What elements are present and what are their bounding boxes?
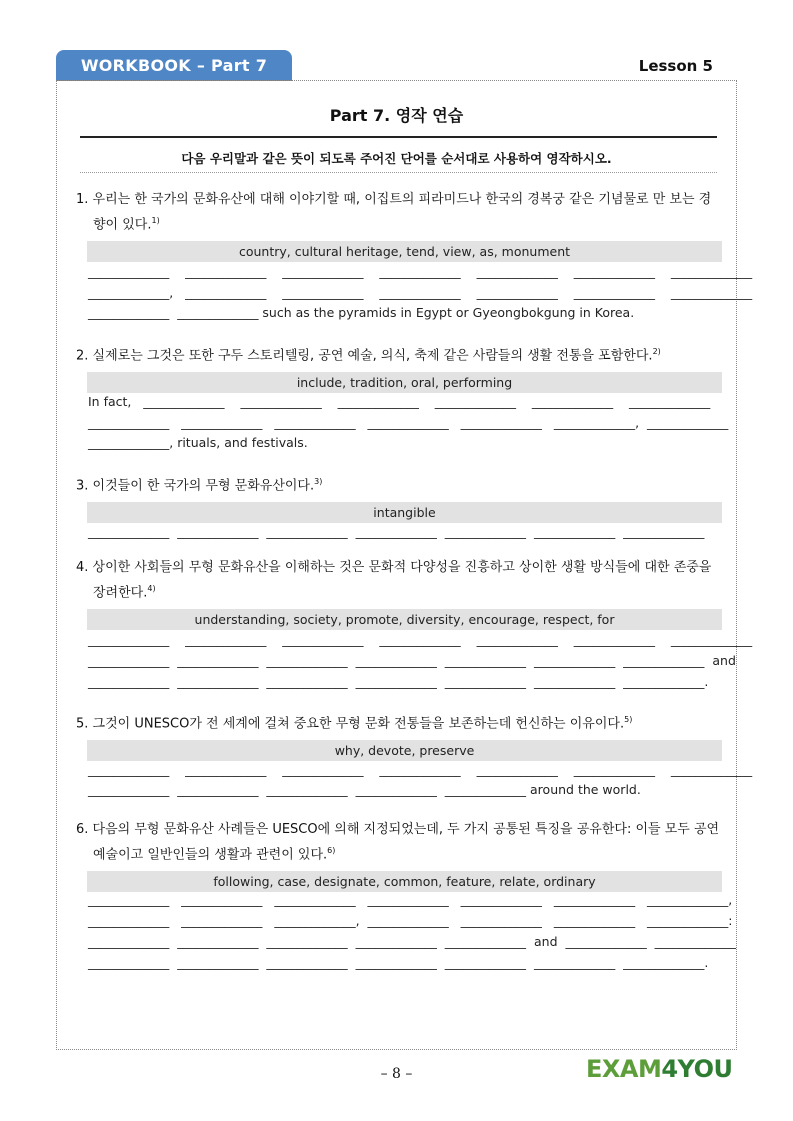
answer-line[interactable]: _____________, rituals, and festivals. [88, 435, 308, 450]
word-hint-box: understanding, society, promote, diversity, encourage, respect, for [87, 609, 722, 630]
page-title: Part 7. 영작 연습 [329, 106, 464, 125]
answer-line[interactable]: _____________ _____________ _____________ _____________ _____________ _____________ _____________ [88, 632, 753, 647]
answer-line[interactable]: _____________ _____________ _____________ _____________ _____________ _____________ _____________. [88, 674, 709, 689]
answer-line[interactable]: _____________ _____________ _____________ _____________ _____________ _____________ _____________. [88, 955, 709, 970]
question-5 [76, 709, 722, 761]
instruction-text: 다음 우리말과 같은 뜻이 되도록 주어진 단어를 순서대로 사용하여 영작하시오. [181, 151, 612, 166]
answer-line[interactable]: _____________ _____________ _____________, _____________ _____________ _____________ _____________: [88, 913, 733, 928]
answer-line[interactable]: _____________ _____________ _____________ _____________ _____________ _____________ _____________ [88, 762, 753, 777]
lesson-label: Lesson 5 [638, 57, 713, 75]
title-divider [80, 136, 717, 138]
workbook-tab: WORKBOOK – Part 7 [56, 50, 292, 81]
answer-line[interactable]: _____________ _____________ _____________ _____________ _____________ around the world. [88, 782, 641, 797]
answer-line[interactable]: _____________ _____________ such as the pyramids in Egypt or Gyeongbokgung in Korea. [88, 305, 635, 320]
answer-line[interactable]: In fact, _____________ _____________ _____________ _____________ _____________ _____________ [88, 394, 711, 409]
page-number: – 8 – [380, 1066, 413, 1082]
answer-line[interactable]: _____________ _____________ _____________ _____________ _____________ and _____________ _____________ [88, 934, 736, 949]
question-prompt: 5. 그것이 UNESCO가 전 세계에 걸쳐 중요한 무형 문화 전통들을 보존하는데 헌신하는 이유이다.$^{5)}$ [76, 715, 633, 732]
word-hint-box: why, devote, preserve [87, 740, 722, 761]
answer-line[interactable]: _____________ _____________ _____________ _____________ _____________ _____________ _____________, [88, 892, 733, 907]
question-prompt: 6. 다음의 무형 문화유산 사례들은 UESCO에 의해 지정되었는데, 두 가지 공통된 특징을 공유한다: 이들 모두 공연예술이고 일반인들의 생활과 관련이 있다.$^{6)}$ [76, 822, 720, 863]
word-hint-box: country, cultural heritage, tend, view, as, monument [87, 241, 722, 262]
question-prompt: 4. 상이한 사회들의 무형 문화유산을 이해하는 것은 문화적 다양성을 진흥하고 상이한 생활 방식들에 대한 존중을 장려한다.$^{4)}$ [76, 560, 712, 601]
question-3 [76, 471, 722, 523]
word-hint-box: intangible [87, 502, 722, 523]
question-prompt: 1. 우리는 한 국가의 문화유산에 대해 이야기할 때, 이집트의 피라미드나 한국의 경복궁 같은 기념물로 만 보는 경향이 있다.$^{1)}$ [76, 192, 712, 233]
question-1 [76, 189, 722, 262]
instruction-divider [80, 172, 717, 173]
question-prompt: 2. 실제로는 그것은 또한 구두 스토리텔링, 공연 예술, 의식, 축제 같은 사람들의 생활 전통을 포함한다.$^{2)}$ [76, 347, 661, 364]
word-hint-box: include, tradition, oral, performing [87, 372, 722, 393]
answer-line[interactable]: _____________ _____________ _____________ _____________ _____________ _____________ _____________ [88, 524, 705, 539]
answer-line[interactable]: _____________, _____________ _____________ _____________ _____________ _____________ _____________ [88, 285, 753, 300]
question-4 [76, 557, 722, 630]
question-prompt: 3. 이것들이 한 국가의 무형 문화유산이다.$^{3)}$ [76, 477, 323, 494]
word-hint-box: following, case, designate, common, feature, relate, ordinary [87, 871, 722, 892]
question-2 [76, 341, 722, 393]
answer-line[interactable]: _____________ _____________ _____________ _____________ _____________ _____________ _____________ [88, 264, 753, 279]
question-6 [76, 819, 722, 892]
answer-line[interactable]: _____________ _____________ _____________ _____________ _____________ _____________, _____________ [88, 415, 729, 430]
answer-line[interactable]: _____________ _____________ _____________ _____________ _____________ _____________ _____________ and [88, 653, 736, 668]
brand-logo: EXAM4YOU [586, 1055, 733, 1083]
